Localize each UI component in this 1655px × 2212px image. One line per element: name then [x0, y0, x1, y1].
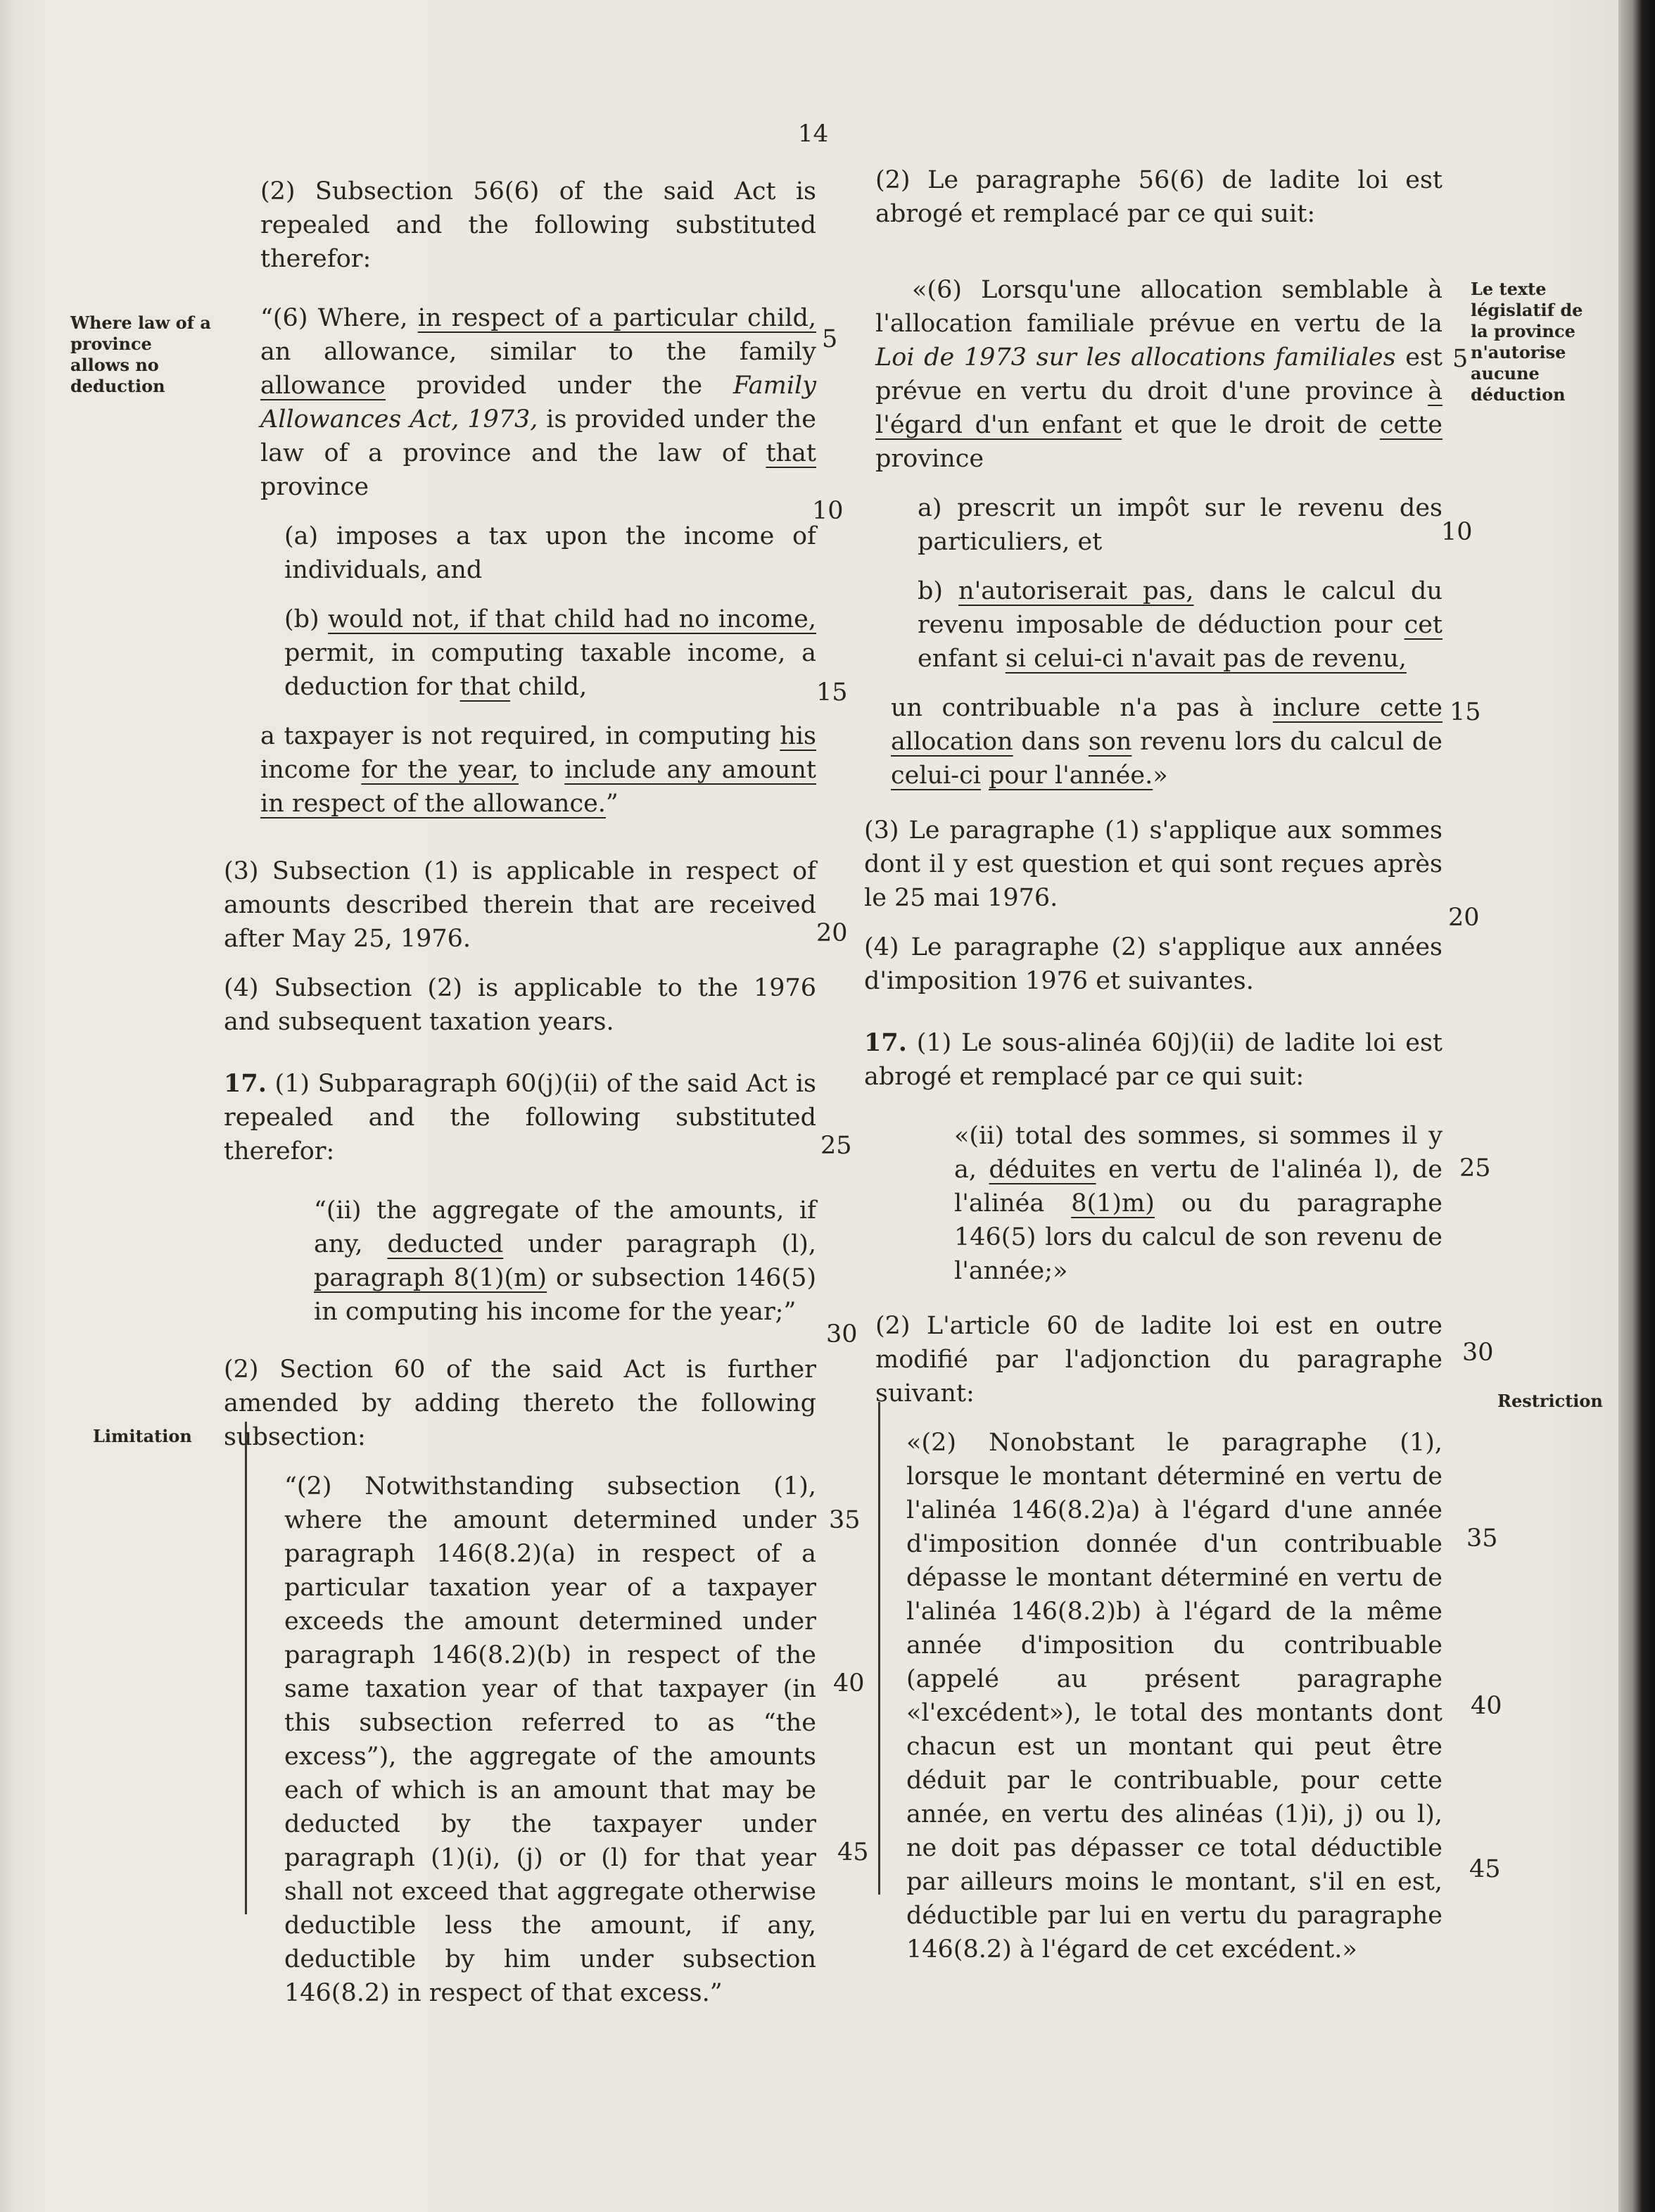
en-section-17-intro: 17. (1) Subparagraph 60(j)(ii) of the said Act is repealed and the following substituted therefor: [224, 1069, 816, 1165]
line-number-fr-25: 25 [1459, 1154, 1491, 1182]
line-number-en-5: 5 [822, 325, 838, 353]
fr-paragraph-b: b) n'autoriserait pas, dans le calcul du revenu imposable de déduction pour cet enfant si celui-ci n'avait pas de revenu, [918, 577, 1442, 673]
margin-note-limitation: Limitation [93, 1426, 192, 1446]
line-number-en-40: 40 [833, 1669, 865, 1698]
fr-section-60-amendment: (2) L'article 60 de ladite loi est en outre modifié par l'adjonction du paragraphe suivant: [875, 1312, 1442, 1408]
fr-subsection-6: «(6) Lorsqu'une allocation semblable à l'allocation familiale prévue en vertu de la Loi de 1973 sur les allocations familiales est prévue en vertu du droit d'une province à l'égard d'un enfant et que le droit de cette province [875, 276, 1443, 473]
line-number-en-25: 25 [820, 1132, 852, 1160]
en-section-60-amendment: (2) Section 60 of the said Act is further amended by adding thereto the following subsection: [224, 1355, 816, 1451]
en-subsection-3: (3) Subsection (1) is applicable in respect of amounts described therein that are received after May 25, 1976. [224, 857, 816, 953]
fr-subsection-3: (3) Le paragraphe (1) s'applique aux sommes dont il y est question et qui sont reçues après le 25 mai 1976. [864, 816, 1442, 912]
fr-subparagraph-ii: «(ii) total des sommes, si sommes il y a, déduites en vertu de l'alinéa l), de l'alinéa 8(1)m) ou du paragraphe 146(5) lors du calcul de son revenu de l'année;» [954, 1122, 1442, 1285]
en-subsection-6-end: a taxpayer is not required, in computing his income for the year, to include any amount in respect of the allowance.” [260, 722, 816, 818]
fr-section-17-intro: 17. (1) Le sous-alinéa 60j)(ii) de ladite loi est abrogé et remplacé par ce qui suit: [864, 1028, 1442, 1091]
en-subsection-4: (4) Subsection (2) is applicable to the 1976 and subsequent taxation years. [224, 974, 816, 1036]
margin-note-le-texte: Le texte législatif de la province n'autorise aucune déduction [1471, 279, 1583, 405]
en-subsection-2-intro: (2) Subsection 56(6) of the said Act is repealed and the following substituted therefor: [260, 177, 816, 273]
en-section-60-subsection-2: “(2) Notwithstanding subsection (1), where the amount determined under paragraph 146(8.2)(a) in respect of a particular taxation year of a taxpayer exceeds the amount determined under paragraph 146(8.2)(b) in respect of the same taxation year of that taxpayer (in this subsection referred to as “the excess”), the aggregate of the amounts each of which is an amount that may be deducted by the taxpayer under paragraph (1)(i), (j) or (l) for that year shall not exceed that aggregate otherwise deductible less the amount, if any, deductible by him under subsection 146(8.2) in respect of that excess.” [284, 1472, 816, 2007]
french-column [850, 163, 1442, 1982]
line-number-en-35: 35 [829, 1506, 861, 1534]
en-paragraph-b: (b) would not, if that child had no income, permit, in computing taxable income, a deduction for that child, [284, 605, 817, 701]
line-number-en-10: 10 [812, 497, 844, 525]
fr-section-60-subsection-2: «(2) Nonobstant le paragraphe (1), lorsque le montant déterminé en vertu de l'alinéa 146(8.2)a) à l'égard d'une année d'imposition donnée d'un contribuable dépasse le montant déterminé en vertu de l'alinéa 146(8.2)b) à l'égard de la même année d'imposition du contribuable (appelé au présent paragraphe «l'excédent»), le total des montants dont chacun est un montant qui peut être déduit par le contribuable, pour cette année, en vertu des alinéas (1)i), j) ou l), ne doit pas dépasser ce total déductible par ailleurs moins le montant, s'il en est, déductible par lui en vertu du paragraphe 146(8.2) à l'égard de cet excédent.» [906, 1429, 1442, 1964]
line-number-fr-45: 45 [1469, 1855, 1501, 1883]
fr-subsection-4: (4) Le paragraphe (2) s'applique aux années d'imposition 1976 et suivantes. [864, 933, 1442, 995]
book-edge-shadow [1618, 0, 1655, 2212]
line-number-en-30: 30 [826, 1320, 858, 1348]
line-number-fr-10: 10 [1441, 518, 1473, 546]
fr-subsection-2-intro: (2) Le paragraphe 56(6) de ladite loi est abrogé et remplacé par ce qui suit: [875, 166, 1442, 228]
line-number-en-45: 45 [837, 1838, 869, 1866]
line-number-en-15: 15 [816, 678, 848, 707]
page-number: 14 [798, 120, 829, 148]
line-number-fr-5: 5 [1452, 345, 1469, 373]
en-paragraph-a: (a) imposes a tax upon the income of individuals, and [284, 522, 816, 584]
line-number-fr-40: 40 [1471, 1692, 1502, 1720]
margin-note-where-law: Where law of a province allows no deduction [70, 312, 211, 396]
en-subsection-6: “(6) Where, in respect of a particular child, an allowance, similar to the family allowance provided under the Family Allowances Act, 1973, is provided under the law of a province and the law of that province [260, 304, 816, 501]
line-number-fr-15: 15 [1450, 698, 1481, 726]
fr-subsection-6-end: un contribuable n'a pas à inclure cette allocation dans son revenu lors du calcul de celui-ci pour l'année.» [891, 694, 1442, 790]
fr-paragraph-a: a) prescrit un impôt sur le revenu des particuliers, et [918, 494, 1442, 556]
margin-note-restriction: Restriction [1497, 1391, 1603, 1411]
line-number-fr-35: 35 [1466, 1524, 1498, 1553]
line-number-en-20: 20 [816, 919, 848, 947]
english-column [224, 175, 816, 2025]
en-subparagraph-ii: “(ii) the aggregate of the amounts, if any, deducted under paragraph (l), paragraph 8(1)(m) or subsection 146(5) in computing his income for the year;” [314, 1196, 816, 1326]
line-number-fr-30: 30 [1462, 1339, 1494, 1367]
line-number-fr-20: 20 [1448, 904, 1480, 932]
